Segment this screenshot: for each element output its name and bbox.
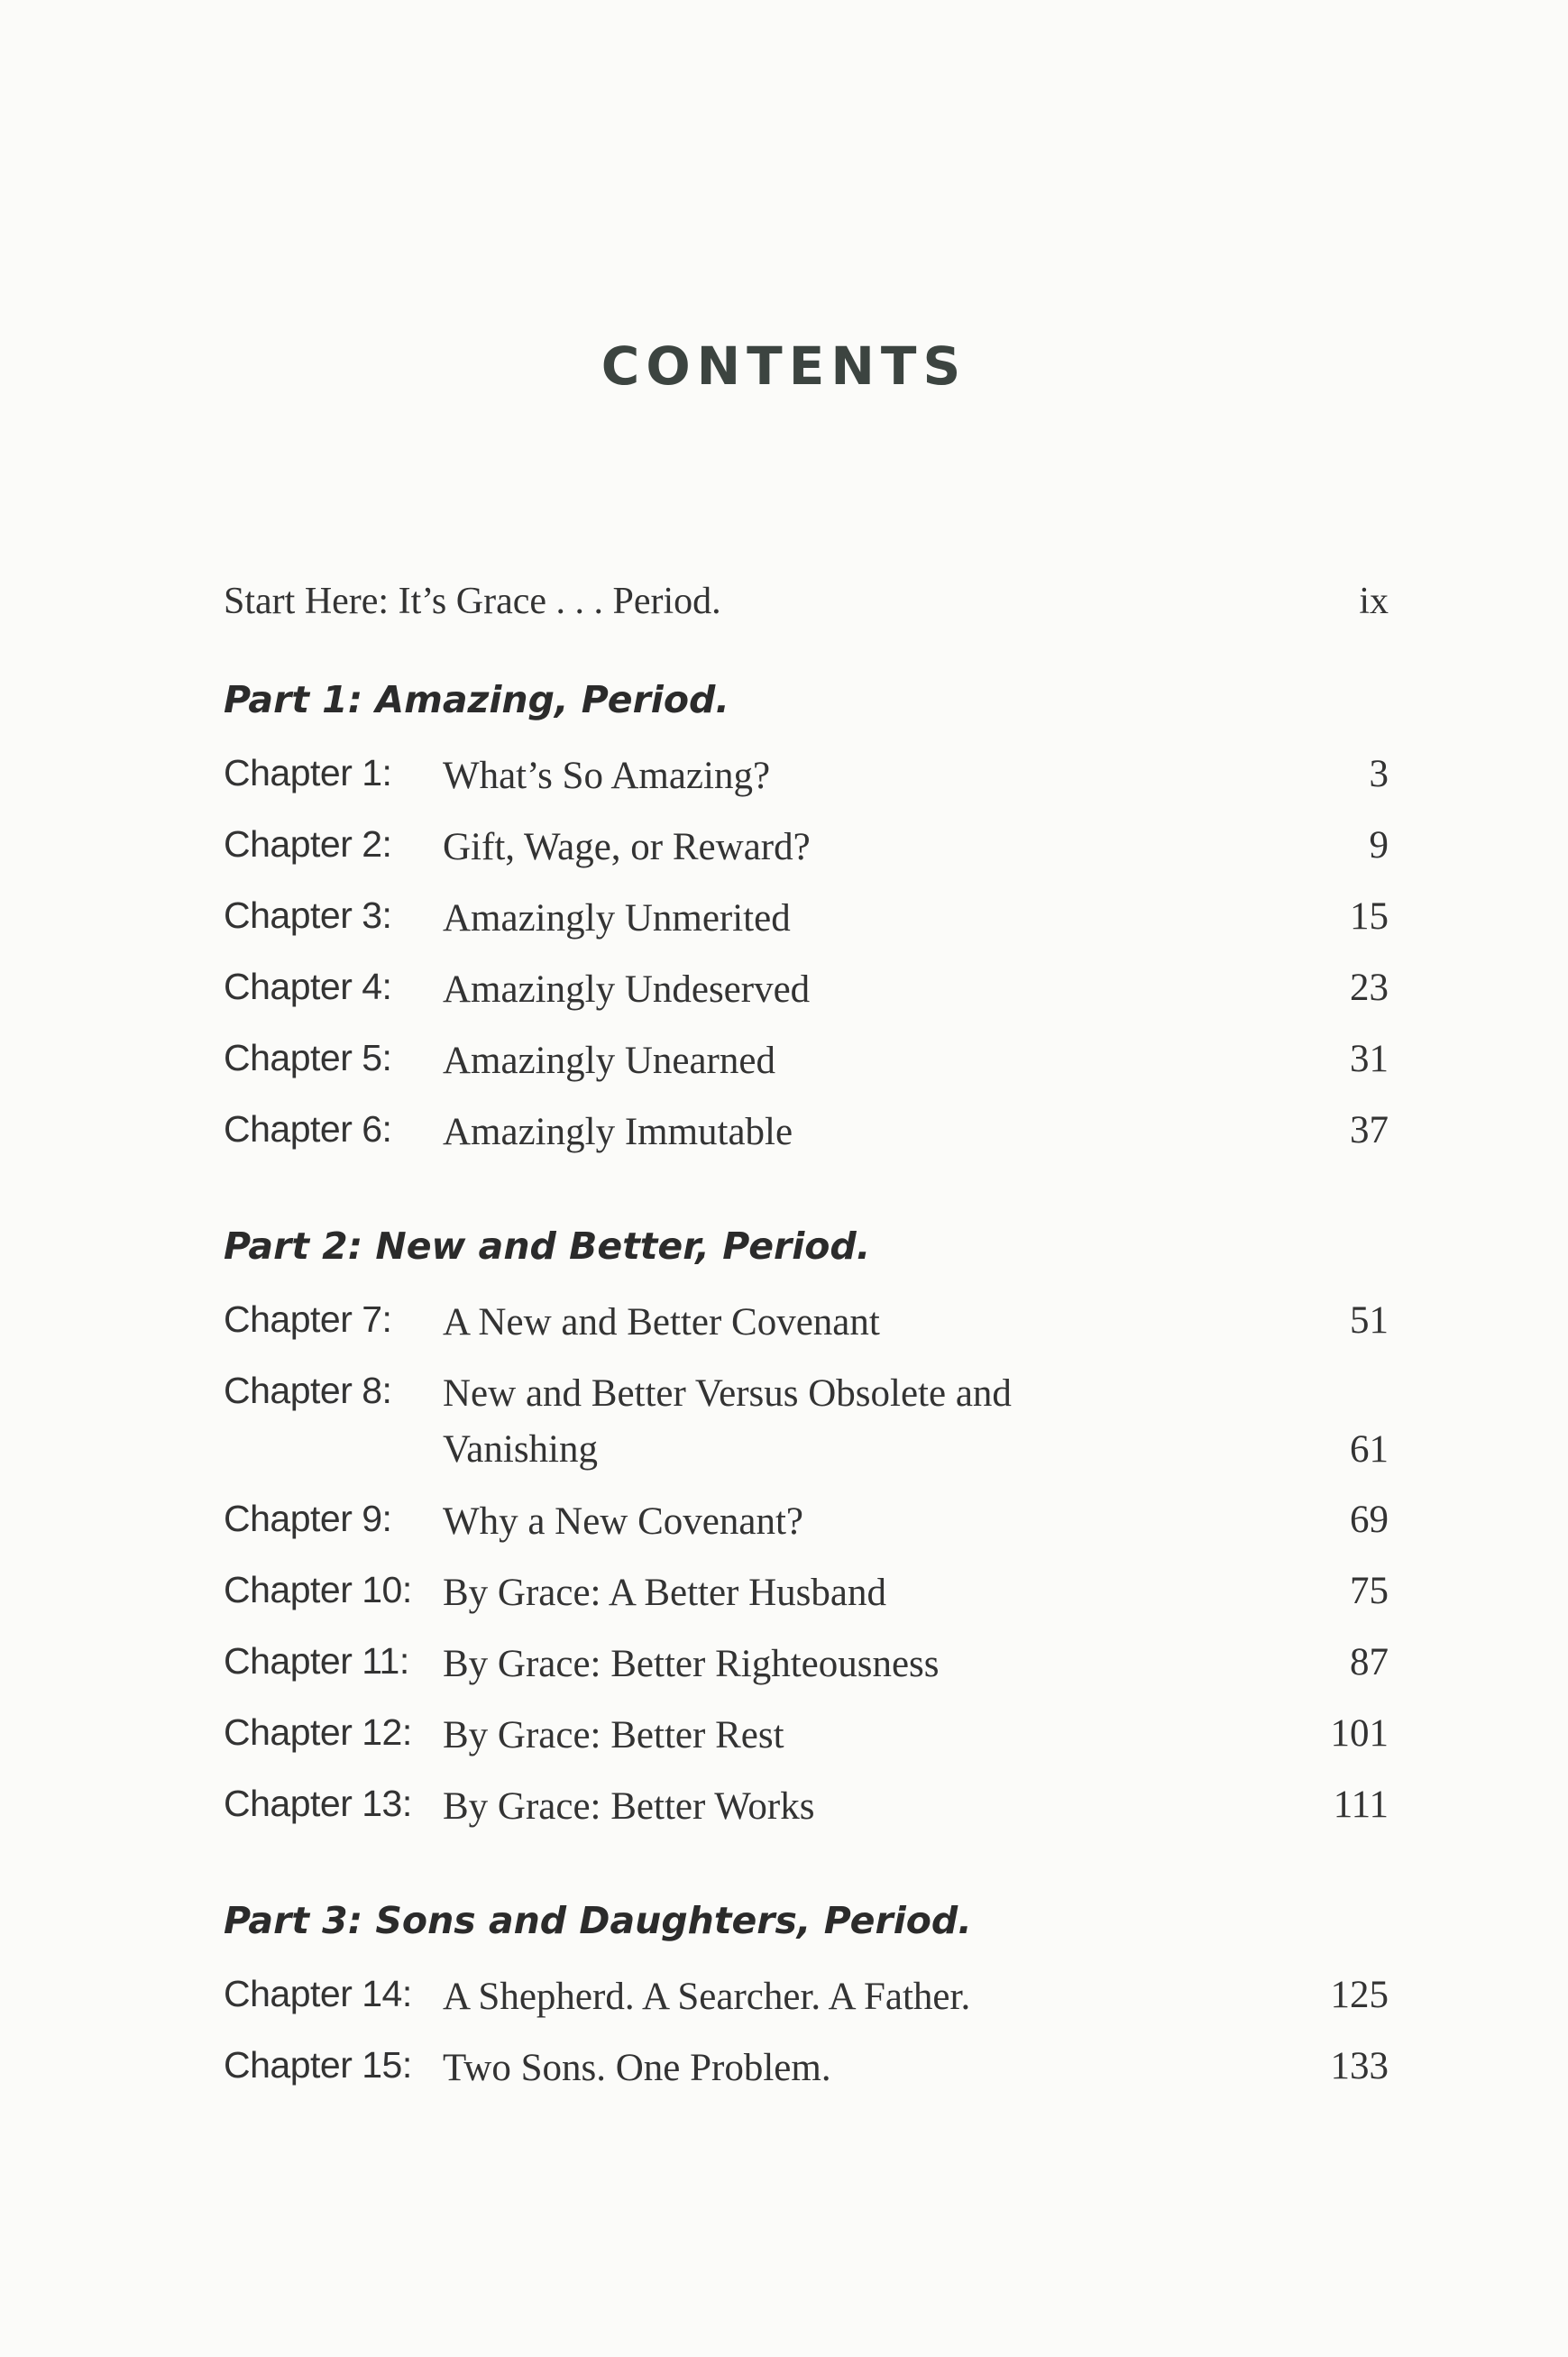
- chapter-label: Chapter 5:: [224, 1037, 392, 1078]
- chapter-title: By Grace: A Better Husband: [443, 1572, 887, 1614]
- chapter-page-number: 31: [1350, 1038, 1389, 1080]
- toc-entry-chapter-3[interactable]: [224, 891, 1389, 945]
- chapter-page-number: 3: [1369, 753, 1389, 795]
- toc-entry-chapter-7[interactable]: [224, 1295, 1389, 1349]
- chapter-title: Amazingly Undeserved: [443, 968, 811, 1011]
- part-3-title: Part 3: Sons and Daughters, Period.: [224, 1899, 972, 1942]
- toc-intro-entry[interactable]: [224, 580, 1389, 634]
- chapter-title: A New and Better Covenant: [443, 1301, 880, 1344]
- toc-entry-chapter-6[interactable]: [224, 1105, 1389, 1159]
- chapter-title: By Grace: Better Rest: [443, 1714, 784, 1756]
- toc-entry-chapter-1[interactable]: [224, 748, 1389, 802]
- chapter-label: Chapter 11:: [224, 1640, 409, 1682]
- toc-entry-chapter-13[interactable]: [224, 1779, 1389, 1833]
- chapter-page-number: 69: [1350, 1499, 1389, 1541]
- toc-entry-chapter-2[interactable]: [224, 820, 1389, 874]
- toc-entry-chapter-5[interactable]: [224, 1033, 1389, 1087]
- chapter-label: Chapter 14:: [224, 1973, 412, 2014]
- toc-entry-chapter-12[interactable]: [224, 1708, 1389, 1762]
- chapter-label: Chapter 13:: [224, 1783, 412, 1824]
- chapter-page-number: 125: [1330, 1974, 1389, 2016]
- chapter-label: Chapter 2:: [224, 823, 392, 865]
- toc-entry-chapter-14[interactable]: [224, 1969, 1389, 2023]
- intro-page-number: ix: [1359, 581, 1389, 622]
- chapter-label: Chapter 15:: [224, 2044, 412, 2086]
- chapter-page-number: 51: [1350, 1299, 1389, 1342]
- page-heading: CONTENTS: [601, 335, 967, 397]
- chapter-title: New and Better Versus Obsolete and Vanishing: [443, 1372, 1012, 1471]
- chapter-label: Chapter 10:: [224, 1569, 412, 1610]
- toc-entry-chapter-11[interactable]: [224, 1637, 1389, 1691]
- chapter-page-number: 75: [1350, 1570, 1389, 1612]
- chapter-label: Chapter 9:: [224, 1498, 392, 1539]
- chapter-label: Chapter 7:: [224, 1298, 392, 1340]
- chapter-label: Chapter 1:: [224, 752, 392, 793]
- toc-entry-chapter-4[interactable]: [224, 962, 1389, 1016]
- chapter-label: Chapter 12:: [224, 1711, 412, 1753]
- chapter-page-number: 9: [1369, 824, 1389, 867]
- chapter-label: Chapter 4:: [224, 966, 392, 1007]
- part-2-title: Part 2: New and Better, Period.: [224, 1224, 871, 1268]
- chapter-title: Amazingly Unmerited: [443, 897, 791, 940]
- chapter-page-number: 87: [1350, 1641, 1389, 1683]
- chapter-title: By Grace: Better Works: [443, 1785, 815, 1828]
- toc-entry-chapter-8[interactable]: [224, 1366, 1389, 1478]
- chapter-page-number: 61: [1350, 1428, 1389, 1471]
- chapter-page-number: 15: [1350, 895, 1389, 938]
- chapter-page-number: 133: [1330, 2045, 1389, 2087]
- intro-title: Start Here: It’s Grace . . . Period.: [224, 581, 721, 622]
- chapter-page-number: 23: [1350, 967, 1389, 1009]
- toc-entry-chapter-15[interactable]: [224, 2041, 1389, 2095]
- chapter-label: Chapter 6:: [224, 1108, 392, 1150]
- chapter-title: Gift, Wage, or Reward?: [443, 826, 811, 868]
- toc-entry-chapter-10[interactable]: [224, 1565, 1389, 1619]
- chapter-title: Amazingly Immutable: [443, 1111, 793, 1153]
- chapter-page-number: 111: [1333, 1784, 1389, 1826]
- chapter-page-number: 37: [1350, 1109, 1389, 1151]
- toc-entry-chapter-9[interactable]: [224, 1494, 1389, 1548]
- chapter-title: Two Sons. One Problem.: [443, 2047, 831, 2089]
- chapter-label: Chapter 8:: [224, 1370, 392, 1411]
- chapter-title: Why a New Covenant?: [443, 1500, 803, 1543]
- chapter-label: Chapter 3:: [224, 894, 392, 936]
- part-1-title: Part 1: Amazing, Period.: [224, 678, 729, 721]
- chapter-title: Amazingly Unearned: [443, 1040, 775, 1082]
- chapter-title: A Shepherd. A Searcher. A Father.: [443, 1976, 971, 2018]
- chapter-title: By Grace: Better Righteousness: [443, 1643, 940, 1685]
- chapter-title: What’s So Amazing?: [443, 755, 771, 797]
- chapter-page-number: 101: [1330, 1712, 1389, 1755]
